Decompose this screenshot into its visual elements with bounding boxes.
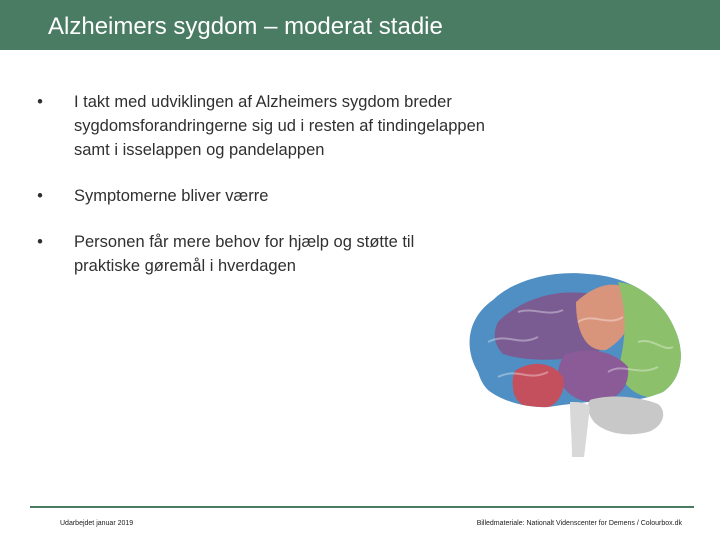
bullet-line: sygdomsforandringerne sig ud i resten af tindingelappen	[74, 117, 485, 135]
slide-title: Alzheimers sygdom – moderat stadie	[48, 13, 443, 40]
brain-illustration	[458, 262, 688, 462]
brain-cerebellum	[588, 397, 663, 435]
bullet-marker: •	[37, 187, 43, 205]
bullet-item	[30, 184, 550, 208]
bullet-list	[30, 90, 550, 278]
footer-divider	[30, 506, 694, 508]
brain-occipital-lobe	[618, 282, 684, 398]
title-bar	[0, 0, 720, 50]
brain-stem	[570, 402, 590, 457]
footer-credit: Billedmateriale: Nationalt Videnscenter for Demens / Colourbox.dk	[476, 520, 682, 527]
bullet-line: praktiske gøremål i hverdagen	[74, 257, 296, 275]
bullet-item	[30, 90, 550, 162]
bullet-marker: •	[37, 233, 43, 251]
bullet-line: Personen får mere behov for hjælp og støtte til	[74, 233, 415, 251]
bullet-line: Symptomerne bliver værre	[74, 187, 269, 205]
bullet-line: I takt med udviklingen af Alzheimers sygdom breder	[74, 93, 452, 111]
footer-date: Udarbejdet januar 2019	[60, 520, 134, 527]
bullet-marker: •	[37, 93, 43, 111]
bullet-line: samt i isselappen og pandelappen	[74, 141, 325, 159]
